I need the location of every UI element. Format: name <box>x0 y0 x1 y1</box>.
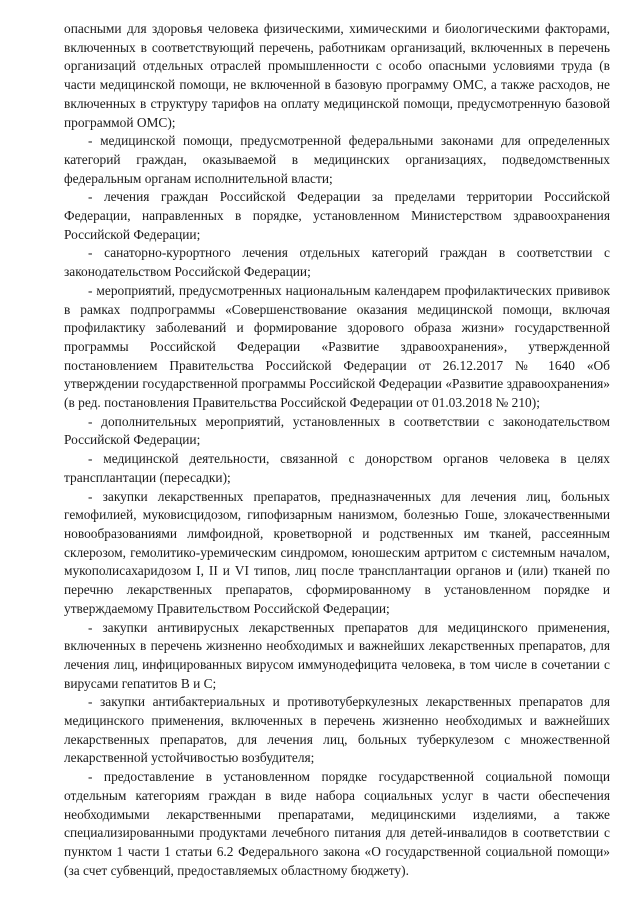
document-page <box>64 20 610 880</box>
list-item-additional-measures: - дополнительных мероприятий, установленных в соответствии с законодательством Российской Федерации; <box>64 413 610 448</box>
list-item-federal-laws: - медицинской помощи, предусмотренной федеральными законами для определенных категорий граждан, оказываемой в медицинских организациях, подведомственных федеральным органам исполнительной власти; <box>64 133 610 186</box>
paragraph-continuation: опасными для здоровья человека физическими, химическими и биологическими факторами, включенных в соответствующий перечень, работникам организаций, включенных в перечень организаций отдельных отраслей промышленности с особо опасными условиями труда (в части медицинской помощи, не включенной в базовую программу ОМС, а также расходов, не включенных в структуру тарифов на оплату медицинской помощи, предусмотренную базовой программой ОМС); <box>64 21 610 130</box>
list-item-organ-donation: - медицинской деятельности, связанной с донорством органов человека в целях трансплантации (пересадки); <box>64 451 610 485</box>
list-item-tuberculosis-drugs: - закупки антибактериальных и противотуберкулезных лекарственных препаратов для медицинского применения, включенных в перечень жизненно необходимых и важнейших лекарственных препаратов, для лечения лиц, больных туберкулезом с множественной лекарственной устойчивостью возбудителя; <box>64 694 610 766</box>
list-item-antiviral-drugs: - закупки антивирусных лекарственных препаратов для медицинского применения, включенных в перечень жизненно необходимых и важнейших лекарственных препаратов, для лечения лиц, инфицированных вирусом иммунодефицита человека, в том числе в сочетании с вирусами гепатитов B и C; <box>64 619 610 691</box>
list-item-drug-purchase-rare-diseases: - закупки лекарственных препаратов, предназначенных для лечения лиц, больных гемофилией, муковисцидозом, гипофизарным нанизмом, болезнью Гоше, злокачественными новообразованиями лимфоидной, кроветворной и родственных им тканей, рассеянным склерозом, гемолитико-уремическим синдромом, юношеским артритом с системным началом, мукополисахаридозом I, II и VI типов, лиц после трансплантации органов и (или) тканей по перечню лекарственных препаратов, сформированному в установленном порядке и утверждаемому Правительством Российской Федерации; <box>64 488 610 616</box>
list-item-treatment-abroad: - лечения граждан Российской Федерации за пределами территории Российской Федерации, направленных в порядке, установленном Министерством здравоохранения Российской Федерации; <box>64 189 610 242</box>
list-item-social-assistance: - предоставление в установленном порядке государственной социальной помощи отдельным категориям граждан в виде набора социальных услуг в части обеспечения необходимыми лекарственными препаратами, медицинскими изделиями, а также специализированными продуктами лечебного питания для детей-инвалидов в соответствии с пунктом 1 части 1 статьи 6.2 Федерального закона «О государственной социальной помощи» (за счет субвенций, предоставляемых областному бюджету). <box>64 769 610 878</box>
list-item-sanatorium: - санаторно-курортного лечения отдельных категорий граждан в соответствии с законодательством Российской Федерации; <box>64 245 610 280</box>
list-item-vaccination: - мероприятий, предусмотренных национальным календарем профилактических прививок в рамках подпрограммы «Совершенствование оказания медицинской помощи, включая профилактику заболеваний и формирование здорового образа жизни» государственной программы Российской Федерации «Развитие здравоохранения», утвержденной постановлением Правительства Российской Федерации от 26.12.2017 № 1640 «Об утверждении государственной программы Российской Федерации «Развитие здравоохранения» (в ред. постановления Правительства Российской Федерации от 01.03.2018 № 210); <box>64 282 610 411</box>
